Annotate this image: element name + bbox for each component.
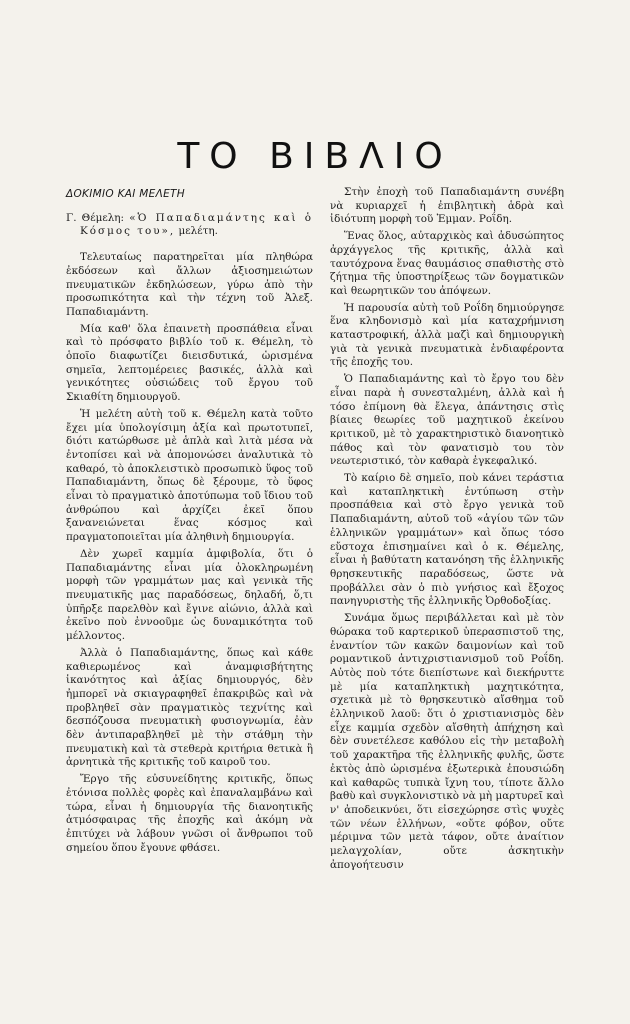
paragraph: Ἀλλὰ ὁ Παπαδιαμάντης, ὅπως καὶ κάθε καθιερωμένος καὶ ἀναμφισβήτητης ἱκανότητος καὶ ἀξίας δημιουργός, δὲν ἠμπορεῖ νὰ σκιαγραφηθεῖ ἐπακριβῶς καὶ νὰ προβληθεῖ σὰν πραγματικὸς τεχνίτης καὶ δεσπόζουσα πνευματικὴ φυσιογνωμία, ἐὰν δὲν ἀντιπαραβληθεῖ μὲ τὴν στάθμη τὴν πνευματικὴ καὶ τὰ στεθερὰ κριτήρια θετικὰ ἢ ἀρνητικὰ τῆς κριτικῆς τοῦ καιροῦ του. bbox=[66, 646, 313, 769]
paragraph: Ἡ παρουσία αὐτὴ τοῦ Ροΐδη δημιούργησε ἕνα κληδονισμὸ καὶ μία καταχρήμνιση καταστροφική, ἀλλὰ μαζὶ καὶ δημιουργικὴ γιὰ τὰ γενικὰ πνευματικὰ ἐνδιαφέροντα τῆς ἐποχῆς του. bbox=[330, 301, 564, 369]
paragraph: Μία καθ' ὅλα ἐπαινετὴ προσπάθεια εἶναι καὶ τὸ πρόσφατο βιβλίο τοῦ κ. Θέμελη, τὸ ὁποῖο διαφωτίζει διεισδυτικά, ὡρισμένα σημεῖα, λεπτομέρειες βασικές, ἀλλὰ καὶ γενικότητες οὐσιώδεις τοῦ ἔργου τοῦ Σκιαθίτη δημιουργοῦ. bbox=[66, 322, 313, 404]
paragraph: Δὲν χωρεῖ καμμία ἀμφιβολία, ὅτι ὁ Παπαδιαμάντης εἶναι μία ὁλοκληρωμένη μορφὴ τῶν γραμμάτων μας καὶ γενικὰ τῆς πνευματικῆς μας παραδόσεως, δηλαδή, ὅ,τι ὑπῆρξε παρελθὸν καὶ ἔγινε αἰώνιο, ἀλλὰ καὶ ἐκεῖνο ποὺ ἐννοοῦμε ὡς δυναμικότητα τοῦ μέλλοντος. bbox=[66, 547, 313, 643]
paragraph: Στὴν ἐποχὴ τοῦ Παπαδιαμάντη συνέβη νὰ κυριαρχεῖ ἡ ἐπιβλητικὴ ἁδρὰ καὶ ἰδιότυπη μορφὴ τοῦ Ἐμμαν. Ροΐδη. bbox=[330, 186, 564, 226]
paragraph: Τελευταίως παρατηρεῖται μία πληθώρα ἐκδόσεων καὶ ἄλλων ἀξιοσημειώτων πνευματικῶν ἐκδηλώσεων, γύρω ἀπὸ τὴν προσωπικότητα καὶ τὴν τέχνη τοῦ Ἀλεξ. Παπαδιαμάντη. bbox=[66, 251, 313, 318]
paragraph: Ἔργο τῆς εὐσυνείδητης κριτικῆς, ὅπως ἐτόνισα πολλὲς φορὲς καὶ ἐπαναλαμβάνω καὶ τώρα, εἶναι ἡ δημιουργία τῆς διανοητικῆς ἀτμόσφαιρας τῆς ἐποχῆς καὶ ἀκόμη νὰ ἐπιτύχει νὰ λάβουν γνῶσι οἱ ἄνθρωποι τοῦ σημείου ὅπου ἔγουνε φθάσει. bbox=[66, 773, 313, 854]
right-column bbox=[330, 186, 564, 875]
paragraph: Συνάμα ὅμως περιβάλλεται καὶ μὲ τὸν θώρακα τοῦ καρτερικοῦ ὑπερασπιστοῦ της, ἐναντίον τῶν κακῶν δαιμονίων καὶ τοῦ ρομαντικοῦ ἀντιχριστιανισμοῦ τοῦ Ροΐδη. Αὐτὸς ποὺ τότε διεπίστωνε καὶ διεκήρυττε μὲ μία καταπληκτικὴ μαχητικότητα, σχετικὰ μὲ τὸ θρησκευτικὸ αἴσθημα τοῦ ἑλληνικοῦ λαοῦ: ὅτι ὁ χριστιανισμὸς δὲν εἶχε καμμία σχεδὸν αἴσθητὴ ἀπήχηση καὶ δὲν συνετέλεσε καθόλου εἰς τὴν μεταβολὴ τοῦ χαρακτῆρα τῆς ἑλληνικῆς φυλῆς, ὥστε ἐκτὸς ἀπὸ ὡρισμένα ἐξωτερικὰ ἐπουσιώδη καὶ καθαρῶς τυπικὰ ἴχνη του, τίποτε ἄλλο βαθὺ καὶ συγκλονιστικὸ νὰ μὴ μαρτυρεῖ καὶ ν' ἀποδεικνύει, ὅτι εἰσεχώρησε στὶς ψυχὲς τῶν νέων ἑλλήνων, «οὔτε φόβον, οὔτε μέριμνα τῶν μετὰ τάφον, οὔτε ἀναίτιον μελαγχολίαν, οὔτε ἀσκητικὴν ἀπογοήτευσιν bbox=[330, 612, 564, 871]
section-heading: ΔΟΚΙΜΙΟ ΚΑΙ ΜΕΛΕΤΗ bbox=[66, 188, 185, 200]
book-title: «Ὁ Παπαδιαμάντης καὶ ὁ Κόσμος του», bbox=[80, 211, 313, 238]
left-column bbox=[66, 186, 313, 858]
paragraph: Τὸ καίριο δὲ σημεῖο, ποὺ κάνει τεράστια καὶ καταπληκτικὴ ἐντύπωση στὴν προσπάθεια καὶ στὸ ἔργο γενικὰ τοῦ Παπαδιαμάντη, αὐτοῦ τοῦ «ἁγίου τῶν τῶν ἑλληνικῶν γραμμάτων» καὶ ὅπως τόσο εὔστοχα ἐπισημαίνει καὶ ὁ κ. Θέμελης, εἶναι ἡ βαθύτατη κατανόηση τῆς ἑλληνικῆς θρησκευτικῆς παραδόσεως, ὥστε νὰ προβάλλει σὰν ὁ πιὸ γνήσιος καὶ ἔξοχος πανηγυριστὴς τῆς ἑλληνικῆς Ὀρθοδοξίας. bbox=[330, 472, 564, 608]
book-author: Γ. Θέμελη: bbox=[66, 211, 125, 224]
page-title: ΤΟ ΒΙΒΛΙΟ bbox=[177, 136, 453, 177]
book-reference bbox=[66, 212, 313, 239]
paragraph: Ἕνας ὅλος, αὐταρχικὸς καὶ ἀδυσώπητος ἀρχάγγελος τῆς κριτικῆς, ἀλλὰ καὶ ταυτόχρονα ἕνας θαυμάσιος σπαθιστὴς στὸ ζήτημα τῆς ὑποστηρίξεως τῶν δογματικῶν καὶ θεωρητικῶν του ἀπόψεων. bbox=[330, 230, 564, 297]
paragraph: Ἡ μελέτη αὐτὴ τοῦ κ. Θέμελη κατὰ τοῦτο ἔχει μία ὑπολογίσιμη ἀξία καὶ πρωτοτυπεῖ, διότι κατώρθωσε μὲ ἁπλὰ καὶ λιτὰ μέσα νὰ ἐντοπίσει καὶ νὰ ἀπομονώσει ἀναλυτικὰ τὸ καθαρό, τὸ ἀποκλειστικὸ προσωπικὸ ὕφος τοῦ Παπαδιαμάντη, ὅπως δὲ ξέρουμε, τὸ ὕφος εἶναι τὸ πραγματικὸ ἀποτύπωμα τοῦ ἴδιου τοῦ ἀνθρώπου καὶ ἀρχίζει ἐκεῖ ὅπου ξανανειώνεται ἕνας κόσμος καὶ πραγματοποιεῖται μία ἀληθινὴ δημιουργία. bbox=[66, 407, 313, 544]
book-genre: μελέτη. bbox=[178, 225, 218, 238]
paragraph: Ὁ Παπαδιαμάντης καὶ τὸ ἔργο του δὲν εἶναι παρὰ ἡ συνεσταλμένη, ἀλλὰ καὶ ἡ τόσο ἐπίμονη θὰ ἔλεγα, ἀπάντησις στὶς βίαιες θεωρίες τοῦ μαχητικοῦ ἐκείνου κριτικοῦ, μὲ τὸ χαρακτηριστικὸ διανοητικὸ πάθος καὶ τὸν φανατισμὸ του τὸν νεωτεριστικό, τὸν καθαρὰ ἐγκεφαλικό. bbox=[330, 373, 564, 468]
